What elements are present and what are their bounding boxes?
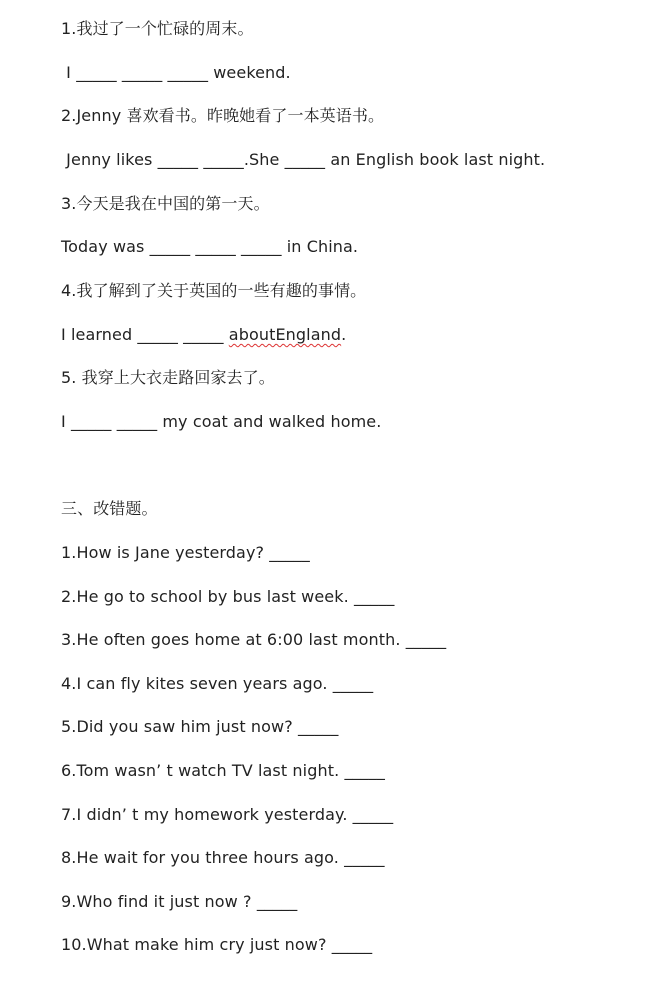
- correction-item-9: 9.Who find it just now ? _____: [61, 892, 298, 911]
- sentence-4-prefix: I learned _____ _____: [61, 325, 229, 344]
- correction-item-6: 6.Tom wasn’ t watch TV last night. _____: [61, 761, 385, 780]
- spellcheck-flagged-word: aboutEngland: [228, 325, 342, 344]
- translation-sentence-4: [61, 324, 346, 346]
- translation-sentence-3: Today was _____ _____ _____ in China.: [61, 237, 359, 256]
- sentence-4-suffix: .: [341, 325, 347, 344]
- translation-sentence-2: Jenny likes _____ _____.She _____ an English book last night.: [61, 150, 546, 169]
- translation-sentence-1: I _____ _____ _____ weekend.: [61, 63, 291, 82]
- translation-sentence-5: I _____ _____ my coat and walked home.: [61, 412, 382, 431]
- translation-prompt-4: 4.我了解到了关于英国的一些有趣的事情。: [61, 281, 367, 300]
- correction-item-1: 1.How is Jane yesterday? _____: [61, 543, 310, 562]
- correction-item-4: 4.I can fly kites seven years ago. _____: [61, 674, 374, 693]
- translation-prompt-1: 1.我过了一个忙碌的周末。: [61, 19, 254, 38]
- correction-item-8: 8.He wait for you three hours ago. _____: [61, 848, 385, 867]
- section-heading-correction: 三、改错题。: [61, 499, 158, 518]
- correction-item-7: 7.I didn’ t my homework yesterday. _____: [61, 805, 394, 824]
- translation-prompt-3: 3.今天是我在中国的第一天。: [61, 194, 270, 213]
- translation-prompt-5: 5. 我穿上大衣走路回家去了。: [61, 368, 275, 387]
- correction-item-5: 5.Did you saw him just now? _____: [61, 717, 339, 736]
- correction-item-10: 10.What make him cry just now? _____: [61, 935, 373, 954]
- correction-item-3: 3.He often goes home at 6:00 last month. _____: [61, 630, 447, 649]
- correction-item-2: 2.He go to school by bus last week. _____: [61, 587, 395, 606]
- translation-prompt-2: 2.Jenny 喜欢看书。昨晚她看了一本英语书。: [61, 106, 385, 125]
